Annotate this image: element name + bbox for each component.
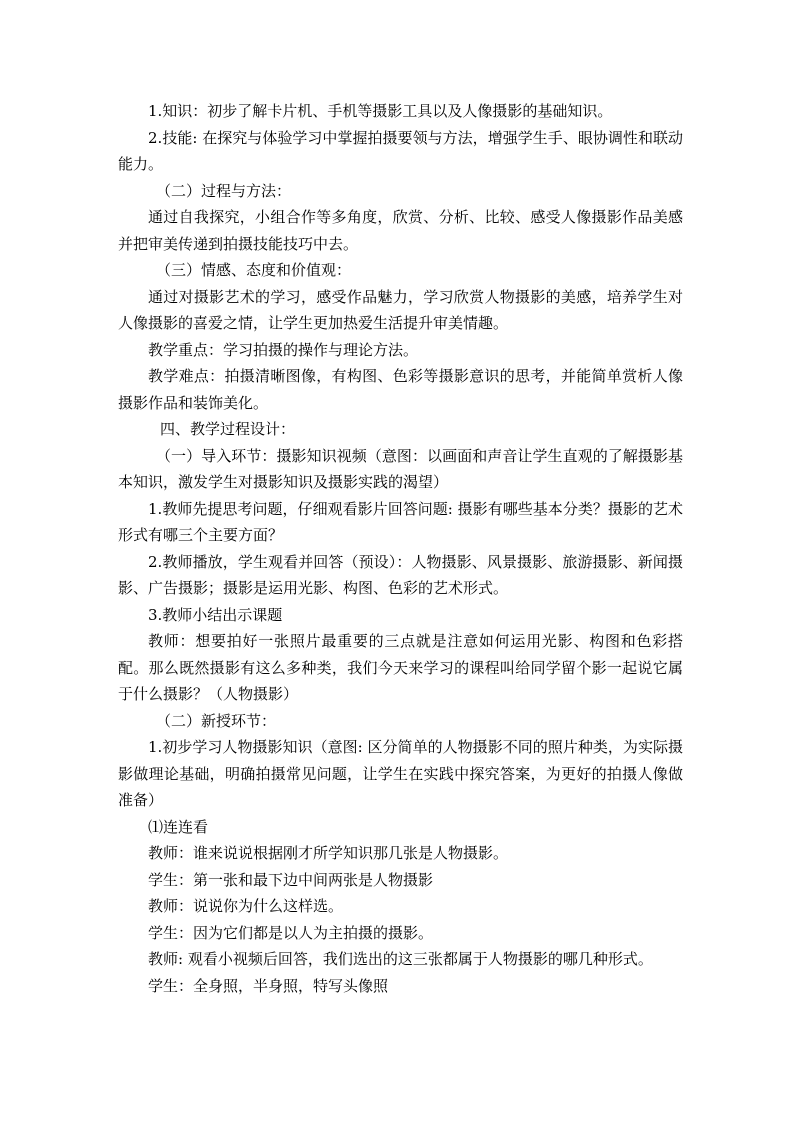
dialogue-student-1: 学生：第一张和最下边中间两张是人物摄影	[148, 870, 434, 889]
paragraph-intro-step-1: 1.教师先提思考问题，仔细观看影片回答问题: 摄影有哪些基本分类？摄影的艺术形式有哪三个主要方面？	[118, 499, 683, 544]
paragraph-teacher-intro: 教师：想要拍好一张照片最重要的三点就是注意如何运用光影、构图和色彩搭配。那么既然摄影有这么多种类，我们今天来学习的课程叫给同学留个影一起说它属于什么摄影？（人物摄影）	[118, 632, 683, 703]
paragraph-process-methods: 通过自我探究，小组合作等多角度，欣赏、分析、比较、感受人像摄影作品美感并把审美传递到拍摄技能技巧中去。	[118, 208, 683, 253]
paragraph-difficulty: 教学难点：拍摄清晰图像，有构图、色彩等摄影意识的思考，并能简单赏析人像摄影作品和装饰美化。	[118, 367, 683, 412]
heading-teaching-process: 四、教学过程设计：	[160, 420, 296, 438]
dialogue-teacher-1: 教师：谁来说说根据刚才所学知识那几张是人物摄影。	[148, 844, 509, 862]
document-body	[118, 98, 683, 999]
paragraph-knowledge: 1.知识：初步了解卡片机、手机等摄影工具以及人像摄影的基础知识。	[148, 102, 613, 120]
paragraph-intro-step-2: 2.教师播放，学生观看并回答（预设）：人物摄影、风景摄影、旅游摄影、新闻摄影、广告摄影；摄影是运用光影、构图、色彩的艺术形式。	[118, 552, 683, 597]
dialogue-teacher-3: 教师: 观看小视频后回答，我们选出的这三张都属于人物摄影的哪几种形式。	[148, 950, 653, 968]
heading-new-lesson: （二）新授环节：	[156, 711, 277, 730]
dialogue-student-3: 学生：全身照，半身照，特写头像照	[148, 976, 389, 995]
heading-emotion-values: （三）情感、态度和价值观：	[156, 261, 352, 279]
dialogue-student-2: 学生：因为它们都是以人为主拍摄的摄影。	[148, 923, 434, 942]
heading-intro-section: （一）导入环节：摄影知识视频（意图：以画面和声音让学生直观的了解摄影基本知识，激发学生对摄影知识及摄影实践的渴望）	[118, 446, 683, 491]
paragraph-skills: 2.技能: 在探究与体验学习中掌握拍摄要领与方法，增强学生手、眼协调性和联动能力。	[118, 128, 683, 173]
paragraph-key-point: 教学重点：学习拍摄的操作与理论方法。	[148, 340, 419, 359]
dialogue-teacher-2: 教师：说说你为什么这样选。	[148, 897, 344, 915]
paragraph-matching: ⑴连连看	[148, 817, 209, 836]
paragraph-intro-step-3: 3.教师小结出示课题	[148, 605, 283, 624]
heading-process-methods: （二）过程与方法：	[156, 181, 292, 200]
paragraph-emotion-values: 通过对摄影艺术的学习，感受作品魅力，学习欣赏人物摄影的美感，培养学生对人像摄影的喜爱之情，让学生更加热爱生活提升审美情趣。	[118, 287, 683, 332]
paragraph-new-lesson-step-1: 1.初步学习人物摄影知识（意图: 区分简单的人物摄影不同的照片种类，为实际摄影做理论基础，明确拍摄常见问题，让学生在实践中探究答案，为更好的拍摄人像做准备）	[118, 738, 683, 809]
